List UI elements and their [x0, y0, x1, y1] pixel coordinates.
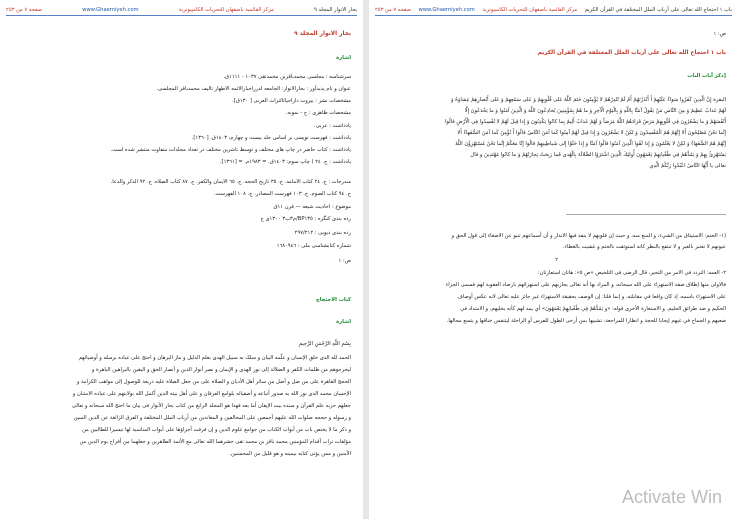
paragraph-line: جعلهم حزبه علم القرآن و سنده بيت الإيقان أما بعد فهذا هو المجلد الرابع من کتاب بحار الأنوار فی بيان ما احتج الله سبحانه و تعالی: [71, 403, 351, 409]
chapter-title: باب ١ احتجاج الله تعالى على أرباب الملل المختلفة في القرآن الكريم: [537, 50, 726, 56]
catalog-line: يادداشت : عربی.: [314, 123, 351, 129]
verse-line: أَنْفُسَهُمْ وَ ما يَشْعُرُونَ فِي قُلُوبِهِمْ مَرَضٌ فَزادَهُمُ اللَّهُ مَرَضاً وَ لَهُمْ عَذابٌ أَلِيمٌ بِما كانُوا يَكْذِبُونَ وَ إِذا قِيلَ لَهُمْ لا تُفْسِدُوا فِي الْأَرْضِ قالُوا: [444, 119, 726, 125]
catalog-line: رده بندی کنگره : BP١٣٥/م٣ب٣ ١٣٠٠ی ج: [260, 216, 351, 222]
catalog-line: شماره کتابشناسی ملی : ١٦٨٠٩٤٦: [276, 243, 351, 249]
paragraph-line: الإحسان محمد الذی نور الله به صدور أتباعه و أصفيائه بلوامع العرفان و علی أهل بيته الذين أکمل الله بولايتهم علی عباده الامتنان و: [72, 391, 351, 397]
catalog-line: يادداشت : کتاب حاضر در چاپ های مختلف و توسط ناشرين مختلف در تعداد مجلدات متفاوت منتشر شده است.: [110, 147, 351, 153]
verse-line: إِنَّما نَحْنُ مُصْلِحُونَ أَلا إِنَّهُمْ هُمُ الْمُفْسِدُونَ وَ لكِنْ لا يَشْعُرُونَ وَ إِذا قِيلَ لَهُمْ آمِنُوا كَما آمَنَ النَّاسُ قالُوا أَ نُؤْمِنُ كَما آمَنَ السُّفَهاءُ أَلا: [457, 130, 726, 136]
paragraph-line: الحمد لله الذی خلق الإنسان و علّمه البيان و سلک به سبيل الهدی بعلم الدليل و ماز البرهان و احتج علی عباده برسله و أوصيائهم: [78, 355, 351, 361]
header-chapter-title: باب ١ احتجاج الله تعالى على أرباب الملل المختلفة في القرآن الكريم: [584, 6, 732, 13]
footnote-line: فالاولی منها إطلاق صفة الاستهزاء على الله سبحانه، و المراد بها أنه تعالى يجازيهم على استهزائهم بارصاد العقوبة لهم فسمى الجزاء: [445, 282, 726, 288]
catalog-line: يادداشت : فهرست نويسی بر اساس جلد بيست و چهارم، ١٤٠٣ق. [١٣٦٠].: [191, 135, 351, 141]
basmala: بِسْمِ اللَّهِ الرَّحْمَنِ الرَّحِيمِ: [298, 341, 351, 347]
catalog-line: ص: ١: [338, 258, 351, 264]
activate-windows-watermark: Activate Win: [622, 487, 723, 507]
paragraph-line: ليخرجوهم من ظلمات الکفر و الضلالة إلی نور الهدی و الإيمان و نصر أنوار الدين و أنصار الحق و اليقين بالبراهين الباهرة و: [91, 367, 351, 373]
section-heading: اشارة: [336, 319, 351, 325]
footnote-line: الحكيم و ضد طرائق الحليم. و الاستعارة الأخرى قوله: «و يَمُدُّهُمْ فِي طُغْيانِهِمْ يَعْمَهُونَ» أي يمد لهم كأنه يخليهم، و الامتداد في: [460, 306, 726, 312]
footnote-line: (١- الختم: الاستيثاق من الشيء، و المنع منه، و حيث إن قلوبهم لا ينفذ فيها الانذار و أن أسماعهم تنبو عن الاصغاء إلى قول الحق و: [451, 233, 726, 239]
header-center-name: مركز القائمية باصفهان للتحريات الكامپيوترية: [178, 6, 274, 13]
catalog-line: يادداشت : ج. ٢٤ ( چاپ سوم: ١٤٠٣ق. = ١٩٨٣م. = [١٣٦١].: [219, 159, 351, 165]
header-book-title: بحار الانوار المجلد ٩: [314, 6, 357, 13]
verse-line: إِنَّهُمْ هُمُ السُّفَهاءُ وَ لكِنْ لا يَعْلَمُونَ وَ إِذا لَقُوا الَّذِينَ آمَنُوا قالُوا آمَنَّا وَ إِذا خَلَوْا إِلى شَياطِينِهِمْ قالُوا إِنَّا مَعَكُمْ إِنَّما نَحْنُ مُسْتَهْزِؤُنَ اللَّهُ: [455, 141, 726, 147]
footnote-number: ٢: [555, 257, 558, 263]
footnote-separator: [566, 214, 726, 215]
document-page-right: [369, 0, 738, 519]
page-reference: ص: ١: [713, 31, 726, 37]
catalog-line: ج. ٩٤ کتاب الصوم. ج. ١٠٣ فهرست المصادر. ج. ١٠٨ الفهرست.: [213, 191, 351, 197]
header-page-number: صفحه ٧ من ٢٥٣: [6, 6, 43, 13]
page-header: [375, 4, 732, 16]
book-title: بحار الانوار المجلد ٩: [294, 31, 351, 37]
catalog-line: موضوع : احاديث شيعه — قرن ١١ق: [273, 204, 351, 210]
page-gap: [363, 0, 369, 519]
footnote-line: ضعيهم و الجماح في غيهم إيجابا للحجة و انظارا للمراجعة، تشبيها بمن أرخى الطول للفرس أو الراحلة ليتنفس خناقها و يتسع مجالها.: [446, 318, 726, 324]
paragraph-line: و ذکر ما لا يختص باب من أبواب الکتاب من جوامع علوم الدين و إن فرقت أجزاؤها علی أبواب المناسبة لها تيسيرا للطالبين من: [82, 427, 351, 433]
header-site-link[interactable]: www.Ghaemiyeh.com: [418, 6, 475, 13]
catalog-line: مندرجات : ج. ٢٤ کتاب الامامه. ج. ٣٥ تاريخ الحجه. ج. ٦٥ الايمان والکفر. ج. ٨٧ کتاب الصلاه. ج. ٩٢ الذکر والدعا.: [110, 179, 351, 185]
section-heading: اشارة: [336, 55, 351, 61]
document-page-left: [0, 0, 363, 519]
verse-line: تعالى يا أَيُّهَا النَّاسُ اعْبُدُوا رَبَّكُمُ الَّذِي: [649, 163, 726, 169]
paragraph-line: مؤلفات تراب أقدام المؤمنين محمد باقر بن محمد تقی حشرهما الله تعالی مع الأئمة الطاهرين و جعلهما من أفراح يوم الدين من: [79, 439, 351, 445]
footnote-line: على الاستهزاء باسمه، إذ كان واقعا في مقابلته، و إنما قلنا: إن الوصف بحقيقة الاستهزاء غير جائز عليه تعالى لانه عكس أوصاف: [457, 294, 726, 300]
section-heading: كتاب الاحتجاج: [315, 297, 351, 303]
catalog-line: سرشناسه : مجلسی محمدباقربن محمدتقی ١٠٣٧ - ١١١١ق.: [223, 74, 351, 80]
header-site-link[interactable]: www.Ghaemiyeh.com: [82, 6, 139, 13]
page-header: [6, 4, 357, 16]
header-center-name: مركز القائمية باصفهان للتحريات الكامپيوترية: [482, 6, 578, 13]
paragraph-line: و رسوله و حججه صلوات الله عليهم أجمعين علی المخالفين و المعاندين من أرباب الملل المختلفة و الفرق الزائغة عن الدين المبين: [73, 415, 351, 421]
paragraph-line: الآمنين و ممن يؤتی کتابه بيمينه و هو قليل من المحسنين.: [229, 451, 351, 457]
header-page-number: صفحه ٧ من ٢٥٣: [375, 6, 412, 13]
footnote-line: ٢- العمه: التردد في الامر من التحير، قال الرضی فی التلخيص «ص ٥»: هاتان استعارتان:: [537, 270, 726, 276]
paragraph-line: الحجج القاهرة علی من ضل و أضل من سائر أهل الأديان و الصلاة علی من جعل الصلاة عليه ذريعة للوصول إلی مواهب الکرامة و: [76, 379, 351, 385]
catalog-line: رده بندی ديويی : ٢٩٧/٢١٢: [294, 230, 351, 236]
verse-line: البقرة إِنَّ الَّذِينَ كَفَرُوا سَواءٌ عَلَيْهِمْ أَ أَنْذَرْتَهُمْ أَمْ لَمْ تُنْذِرْهُمْ لا يُؤْمِنُونَ خَتَمَ اللَّهُ عَلى قُلُوبِهِمْ وَ عَلى سَمْعِهِمْ وَ عَلى أَبْصارِهِمْ غِشاوَةٌ وَ: [451, 97, 726, 103]
catalog-line: عنوان و نام پديدآور : بحارالانوار: الجامعه لدرراخبارالائمه الاطهار تاليف محمدباقر المجلسی.: [156, 86, 351, 92]
section-heading: [ذكر آيات الباب: [687, 73, 726, 79]
verse-line: يَسْتَهْزِئُ بِهِمْ وَ يَمُدُّهُمْ فِي طُغْيانِهِمْ يَعْمَهُونَ أُولئِكَ الَّذِينَ اشْتَرَوُا الضَّلالَةَ بِالْهُدى فَما رَبِحَتْ تِجارَتُهُمْ وَ ما كانُوا مُهْتَدِينَ و قال: [470, 152, 726, 158]
catalog-line: مشخصات نشر : بيروت داراحيائالتراث العربی [ ١٣٠ق].: [232, 98, 351, 104]
verse-line: لَهُمْ عَذابٌ عَظِيمٌ وَ مِنَ النَّاسِ مَنْ يَقُولُ آمَنَّا بِاللَّهِ وَ بِالْيَوْمِ الْآخِرِ وَ ما هُمْ بِمُؤْمِنِينَ يُخادِعُونَ اللَّهَ وَ الَّذِينَ آمَنُوا وَ ما يَخْدَعُونَ إِلَّا: [464, 108, 726, 114]
catalog-line: مشخصات ظاهری : ج - نمونه.: [285, 110, 351, 116]
footnote-line: عيونهم لا تعتبر بالعبر و لا تنتفع بالنظر كانه استوثقت بالختم و غشيت بالغطاء.: [562, 244, 726, 250]
